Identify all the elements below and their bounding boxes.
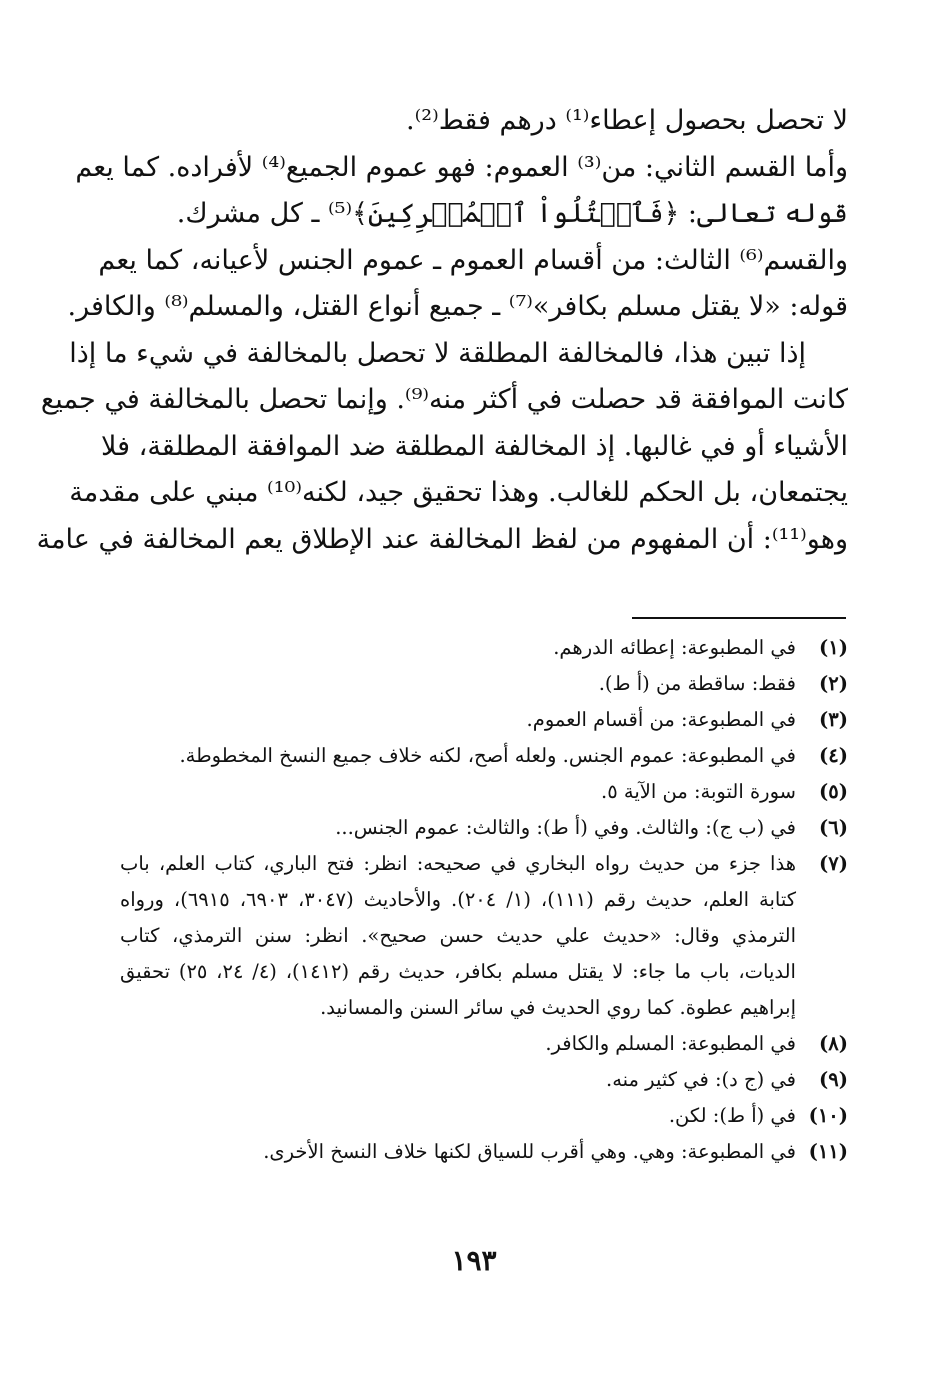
footnote-text: في (ب ج): والثالث. وفي (أ ط): والثالث: عموم الجنس... (335, 816, 796, 839)
main-text (36, 98, 848, 563)
footnote (120, 810, 848, 846)
footnote (120, 666, 848, 702)
footnote-number: (١١) (808, 1140, 848, 1163)
footnote-text: سورة التوبة: من الآية ٥. (600, 780, 796, 803)
footnote-number: (٧) (819, 852, 848, 875)
footnote-text: في (ج د): في كثير منه. (606, 1068, 796, 1091)
text-line: وأما القسم الثاني: من⁽³⁾ العموم: فهو عموم الجميع⁽⁴⁾ لأفراده. كما يعم (75, 151, 848, 183)
text-line: لا تحصل بحصول إعطاء⁽¹⁾ درهم فقط⁽²⁾. (406, 105, 848, 136)
footnote-text: في المطبوعة: من أقسام العموم. (526, 708, 796, 731)
footnote-number: (٩) (819, 1068, 848, 1091)
footnote (120, 1098, 848, 1134)
footnote-number: (١٠) (808, 1104, 848, 1127)
footnote-number: (٢) (819, 672, 848, 695)
footnote-text: في المطبوعة: عموم الجنس. ولعله أصح، لكنه خلاف جميع النسخ المخطوطة. (179, 744, 796, 767)
footnote-number: (١) (819, 636, 848, 659)
footnote (120, 1134, 848, 1170)
footnote (120, 774, 848, 810)
footnote-text: هذا جزء من حديث رواه البخاري في صحيحه: انظر: فتح الباري، كتاب العلم، باب كتابة العلم، حديث رقم (١١١)، (١/ ٢٠٤). والأحاديث (٣٠٤٧، ٦٩٠٣، ٦٩١٥)، ورواه الترمذي وقال: «حديث علي حديث حسن صحيح». انظر: سنن الترمذي، كتاب الديات، باب ما جاء: لا يقتل مسلم بكافر، حديث رقم (١٤١٢)، (٤/ ٢٤، ٢٥) تحقيق إبراهيم عطوة. كما روي الحديث في سائر السنن والمسانيد. (120, 852, 796, 1019)
footnote (120, 630, 848, 666)
footnote-number: (٣) (819, 708, 848, 731)
footnote-text: في (أ ط): لكن. (668, 1104, 796, 1127)
footnote-divider (632, 617, 846, 619)
footnote-text: في المطبوعة: المسلم والكافر. (545, 1032, 796, 1055)
footnote (120, 738, 848, 774)
footnote-number: (٦) (819, 816, 848, 839)
footnote-text: في المطبوعة: إعطائه الدرهم. (553, 636, 796, 659)
footnote-text: في المطبوعة: وهي. وهي أقرب للسياق لكنها خلاف النسخ الأخرى. (263, 1140, 796, 1163)
text-line: وهو⁽¹¹⁾: أن المفهوم من لفظ المخالفة عند الإطلاق يعم المخالفة في عامة (36, 523, 848, 555)
footnote (120, 846, 848, 1026)
footnote-number: (٤) (819, 744, 848, 767)
text-line: قوله: «لا يقتل مسلم بكافر»⁽⁷⁾ ـ جميع أنواع القتل، والمسلم⁽⁸⁾ والكافر. (67, 291, 848, 322)
footnote (120, 1026, 848, 1062)
text-line: قوله تعالى: ﴿فَٱقۡتُلُواْ ٱلۡمُشۡرِكِينَ﴾⁽⁵⁾ ـ كل مشرك. (176, 198, 848, 229)
footnote-number: (٨) (819, 1032, 848, 1055)
text-line: والقسم⁽⁶⁾ الثالث: من أقسام العموم ـ عموم الجنس لأعيانه، كما يعم (98, 244, 848, 276)
page-number: ١٩٣ (451, 1244, 497, 1277)
text-line: يجتمعان، بل الحكم للغالب. وهذا تحقيق جيد، لكنه⁽¹⁰⁾ مبني على مقدمة (69, 477, 848, 508)
footnote-text: فقط: ساقطة من (أ ط). (598, 672, 796, 695)
footnote (120, 1062, 848, 1098)
footnotes (120, 630, 848, 1170)
text-line: إذا تبين هذا، فالمخالفة المطلقة لا تحصل بالمخالفة في شيء ما إذا (69, 337, 806, 369)
footnote (120, 702, 848, 738)
footnote-number: (٥) (819, 780, 848, 803)
text-line: الأشياء أو في غالبها. إذ المخالفة المطلقة ضد الموافقة المطلقة، فلا (101, 430, 848, 462)
text-line: كانت الموافقة قد حصلت في أكثر منه⁽⁹⁾. وإنما تحصل بالمخالفة في جميع (40, 384, 848, 415)
